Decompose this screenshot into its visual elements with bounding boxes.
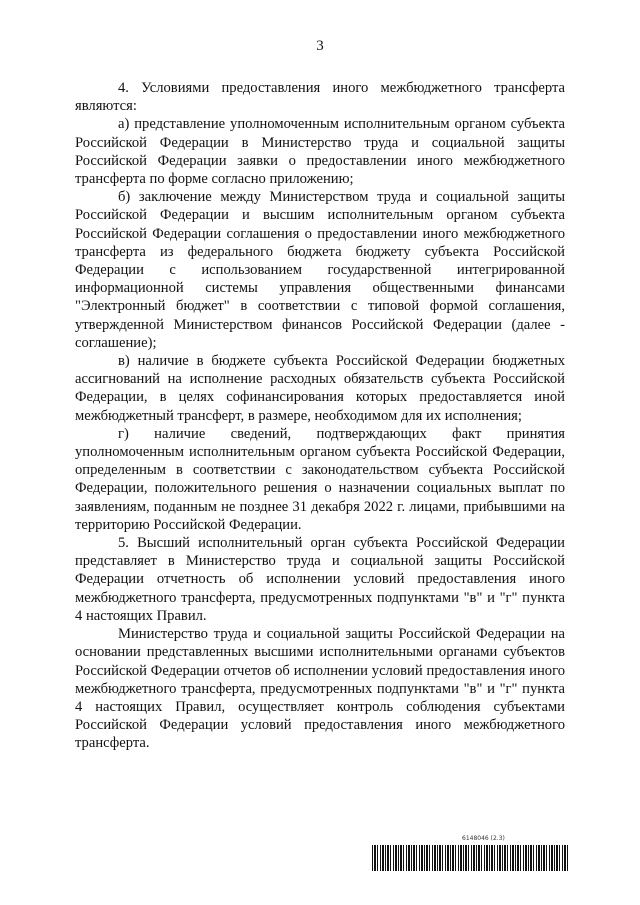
document-body (75, 79, 565, 753)
barcode (372, 845, 568, 871)
paragraph-4b: б) заключение между Министерством труда и социальной защиты Российской Федерации и высшим исполнительным органом субъекта Российской Федерации соглашения о предоставлении иного межбюджетного трансферта из федерального бюджета бюджету субъекта Российской Федерации с использованием государственной интегрированной информационной системы управления общественными финансами "Электронный бюджет" в соответствии с типовой формой соглашения, утвержденной Министерством финансов Российской Федерации (далее - соглашение); (75, 189, 565, 351)
paragraph-4a: а) представление уполномоченным исполнительным органом субъекта Российской Федерации в Министерство труда и социальной защиты Российской Федерации заявки о предоставлении иного межбюджетного трансферта по форме согласно приложению; (75, 116, 565, 188)
document-code: 6148046 (2.3) (462, 835, 505, 842)
paragraph-4d: г) наличие сведений, подтверждающих факт принятия уполномоченным исполнительным органом субъекта Российской Федерации, определенным в соответствии с законодательством субъекта Российской Федерации, положительного решения о назначении социальных выплат по заявлениям, поданным не позднее 31 декабря 2022 г. лицами, прибывшими на территорию Российской Федерации. (75, 425, 565, 533)
paragraph-4-intro: 4. Условиями предоставления иного межбюджетного трансферта являются: (75, 80, 565, 115)
paragraph-4c: в) наличие в бюджете субъекта Российской Федерации бюджетных ассигнований на исполнение расходных обязательств субъекта Российской Федерации, в целях софинансирования которых предоставляется иной межбюджетный трансферт, в размере, необходимом для их исполнения; (75, 353, 565, 424)
page-number: 3 (316, 38, 324, 54)
paragraph-5: 5. Высший исполнительный орган субъекта Российской Федерации представляет в Министерство труда и социальной защиты Российской Федерации отчетность об исполнении условий предоставления иного межбюджетного трансферта, предусмотренных подпунктами "в" и "г" пункта 4 настоящих Правил. (75, 535, 565, 624)
paragraph-5-continued: Министерство труда и социальной защиты Российской Федерации на основании представленных высшими исполнительными органами субъектов Российской Федерации отчетов об исполнении условий предоставления иного межбюджетного трансферта, предусмотренных подпунктами "в" и "г" пункта 4 настоящих Правил, осуществляет контроль соблюдения субъектами Российской Федерации условий предоставления иного межбюджетного трансферта. (75, 626, 565, 752)
